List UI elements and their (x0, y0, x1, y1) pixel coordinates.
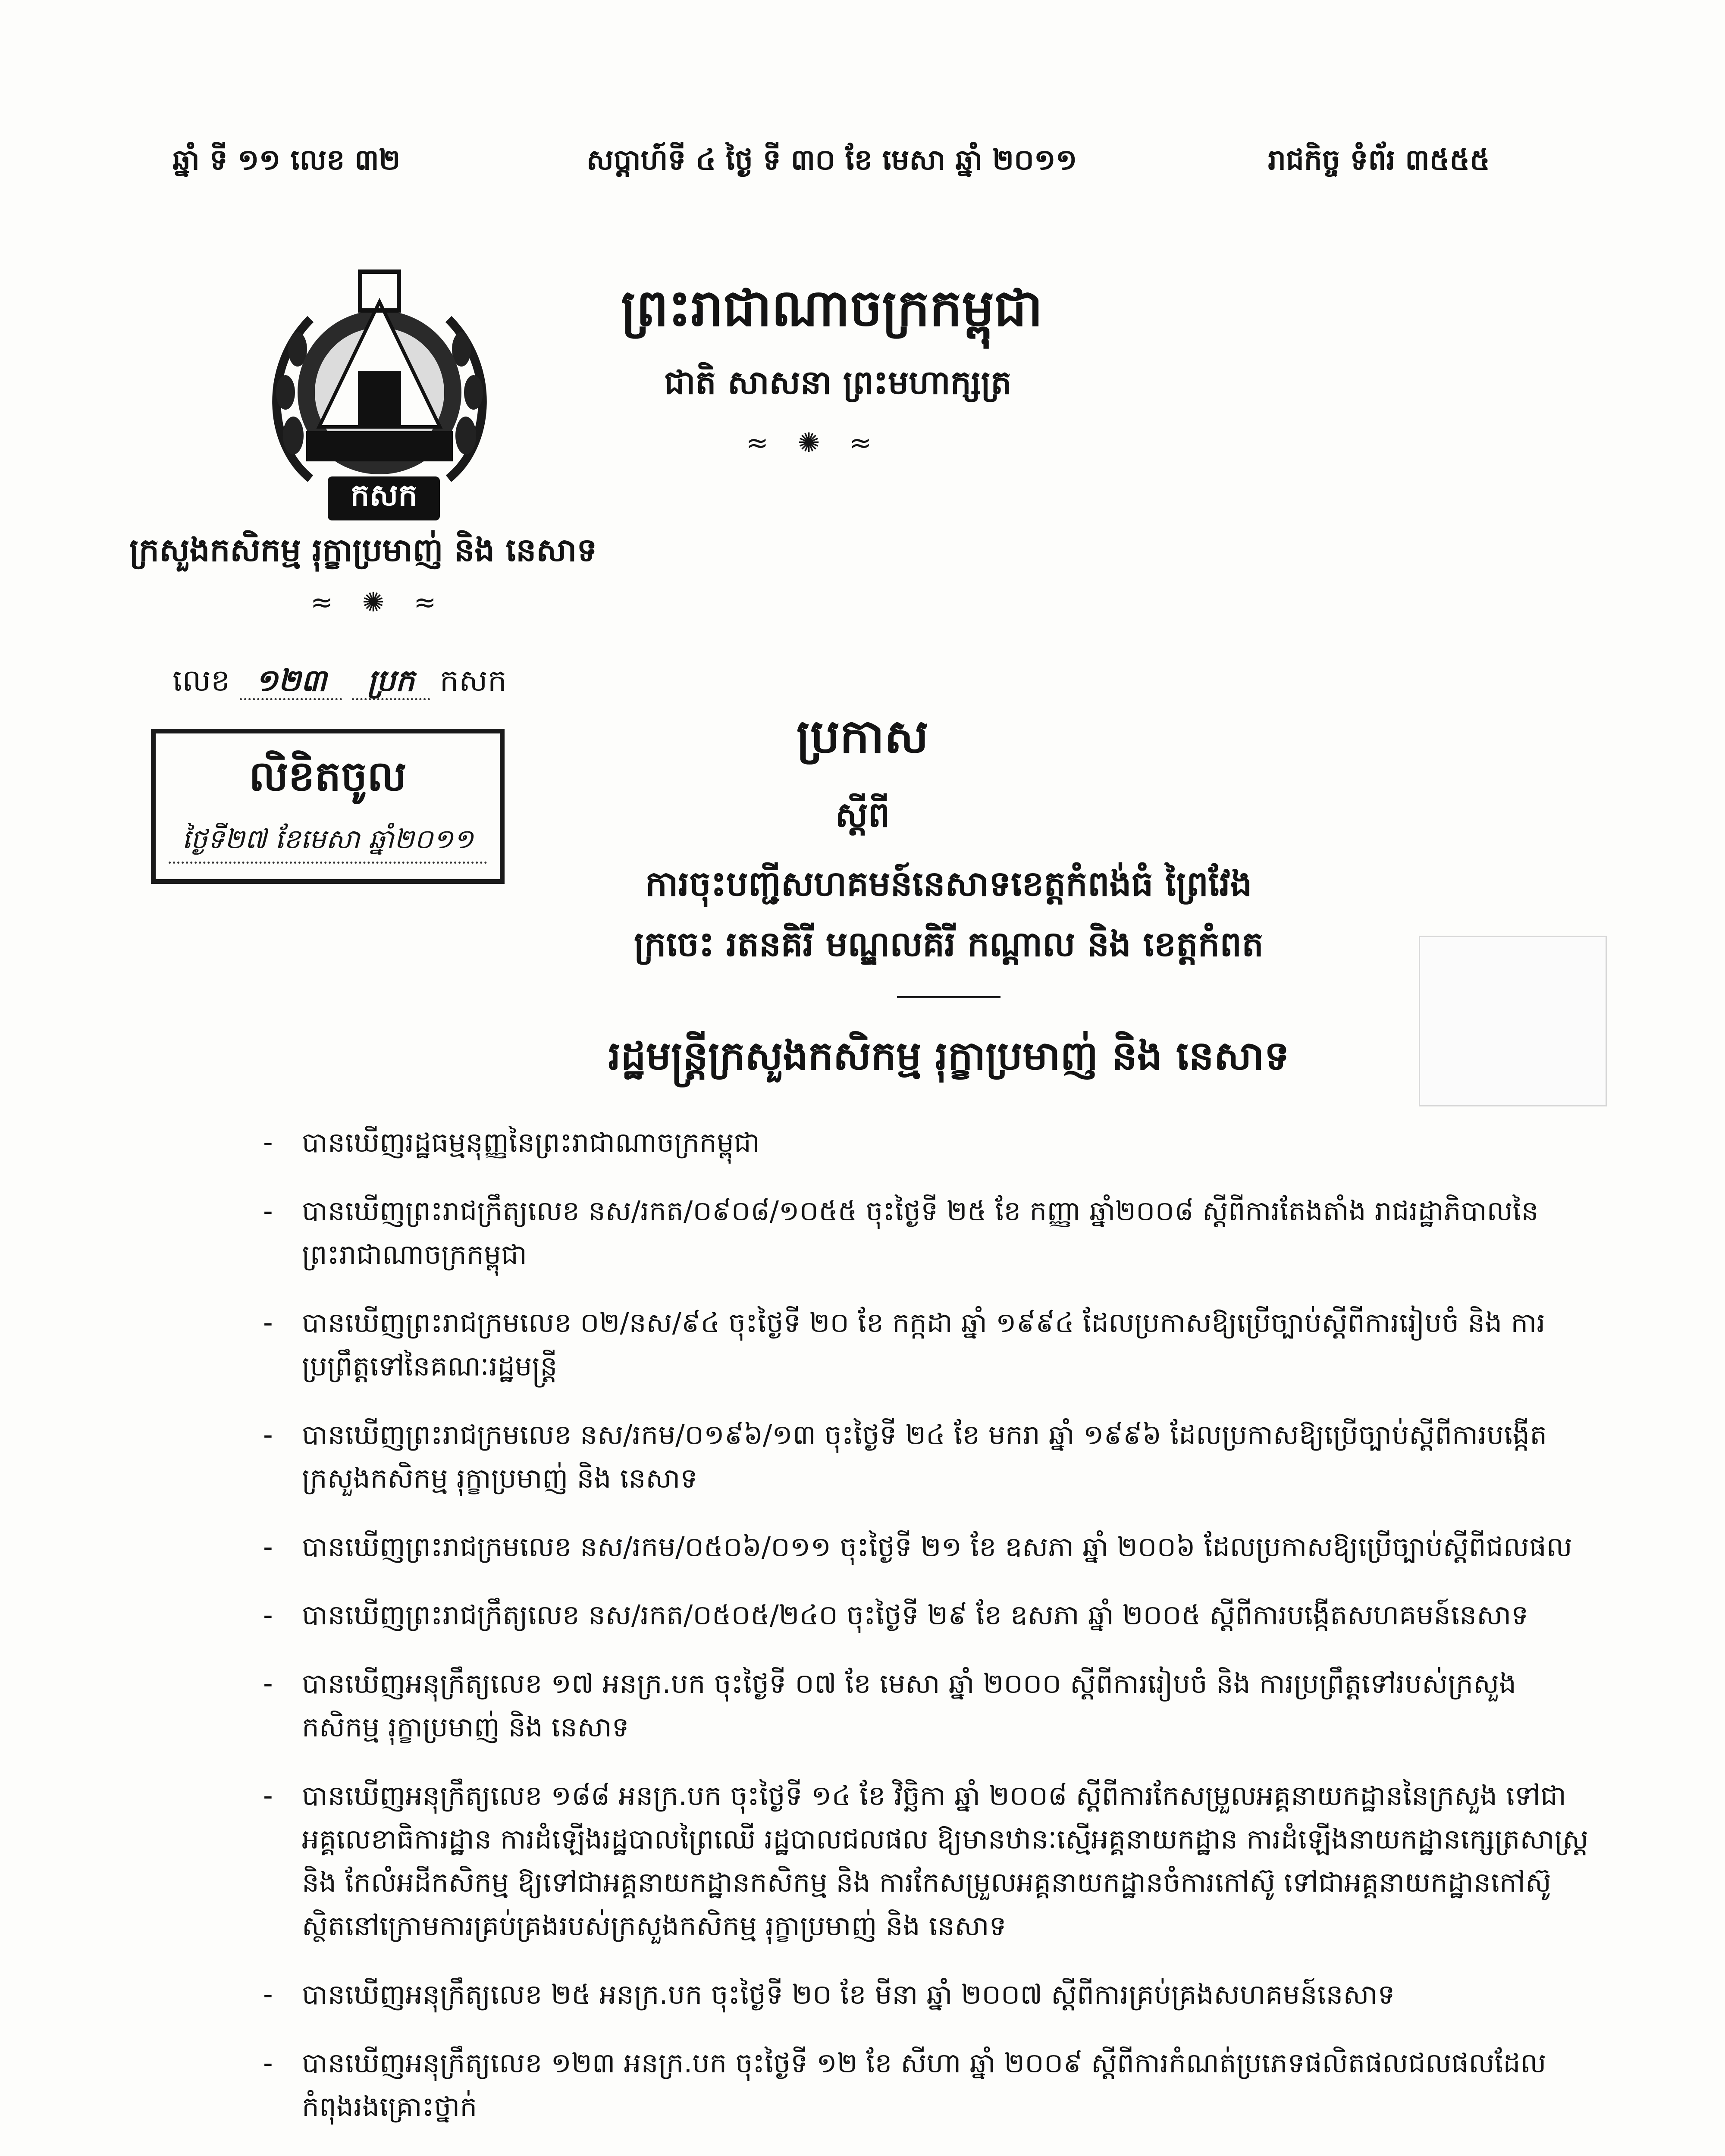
list-item: - បានឃើញអនុក្រឹត្យលេខ ១៨៨ អនក្រ.បក ចុះថ្ងៃទី ១៤ ខែ វិច្ឆិកា ឆ្នាំ ២០០៨ ស្តីពីការកែសម្រួលអគ្គនាយកដ្ឋាននៃក្រសួង ទៅជាអគ្គលេខាធិការដ្ឋាន ការដំឡើងរដ្ឋបាលព្រៃឈើ រដ្ឋបាលជលផល ឱ្យមានឋានៈស្មើអគ្គនាយកដ្ឋាន ការដំឡើងនាយកដ្ឋានក្សេត្រសាស្ត្រ និង កែលំអដីកសិកម្ម ឱ្យទៅជាអគ្គនាយកដ្ឋានកសិកម្ម និង ការកែសម្រួលអគ្គនាយកដ្ឋានចំការកៅស៊ូ ទៅជាអគ្គនាយកដ្ឋានកៅស៊ូ ស្ថិតនៅក្រោមការគ្រប់គ្រងរបស់ក្រសួងកសិកម្ម រុក្ខាប្រមាញ់ និង នេសាទ (263, 1780, 1589, 1942)
ornament-icon: ≈ ✺ ≈ (746, 427, 882, 458)
preamble-list (263, 1121, 1591, 2156)
gazette-date: សប្តាហ៍ទី ៤ ថ្ងៃ ទី ៣០ ខែ មេសា ឆ្នាំ ២០១១ (586, 143, 1077, 176)
gazette-page: រាជកិច្ច ទំព័រ ៣៥៥៥ (1268, 143, 1490, 176)
ornament-icon: ≈ ✺ ≈ (310, 586, 447, 618)
ministry-name: ក្រសួងកសិកម្ម រុក្ខាប្រមាញ់ និង នេសាទ (129, 532, 597, 569)
kingdom-motto: ជាតិ សាសនា ព្រះមហាក្សត្រ (664, 363, 1012, 401)
divider (897, 996, 1000, 998)
issuer: រដ្ឋមន្ត្រីក្រសួងកសិកម្ម រុក្ខាប្រមាញ់ និង នេសាទ (608, 1033, 1289, 1079)
list-item: - បានឃើញព្រះរាជក្រឹត្យលេខ នស/រកត/០៩០៨/១០៥៥ ចុះថ្ងៃទី ២៥ ខែ កញ្ញា ឆ្នាំ២០០៨ ស្តីពីការតែងតាំង រាជរដ្ឋាភិបាលនៃព្រះរាជាណាចក្រកម្ពុជា (263, 1195, 1539, 1270)
stamp-date: ថ្ងៃទី២៧ ខែមេសា ឆ្នាំ២០១១ (169, 822, 487, 864)
document-type: ប្រកាស (796, 710, 929, 764)
list-item: - បានឃើញរដ្ឋធម្មនុញ្ញនៃព្រះរាជាណាចក្រកម្ពុជា (263, 1127, 760, 1158)
reference-code: ប្រក (352, 663, 430, 700)
reference-number (172, 662, 507, 706)
emblem-label: កសក (328, 476, 440, 520)
document-about: ស្តីពី (835, 795, 890, 835)
kingdom-title: ព្រះរាជាណាចក្រកម្ពុជា (621, 278, 1043, 338)
list-item: - បានឃើញព្រះរាជក្រឹត្យលេខ នស/រកត/០៥០៥/២៤០ ចុះថ្ងៃទី ២៩ ខែ ឧសភា ឆ្នាំ ២០០៥ ស្តីពីការបង្កើតសហគមន៍នេសាទ (263, 1599, 1529, 1631)
list-item: - បានឃើញអនុក្រឹត្យលេខ ២៥ អនក្រ.បក ចុះថ្ងៃទី ២០ ខែ មីនា ឆ្នាំ ២០០៧ ស្តីពីការគ្រប់គ្រងសហគមន៍នេសាទ (263, 1978, 1395, 2010)
list-item: - បានឃើញព្រះរាជក្រមលេខ នស/រកម/០១៩៦/១៣ ចុះថ្ងៃទី ២៤ ខែ មករា ឆ្នាំ ១៩៩៦ ដែលប្រកាសឱ្យប្រើច្បាប់ស្តីពីការបង្កើតក្រសួងកសិកម្ម រុក្ខាប្រមាញ់ និង នេសាទ (263, 1419, 1547, 1494)
list-item (263, 2153, 1591, 2156)
list-item: - បានឃើញព្រះរាជក្រមលេខ ០២/នស/៩៤ ចុះថ្ងៃទី ២០ ខែ កក្កដា ឆ្នាំ ១៩៩៤ ដែលប្រកាសឱ្យប្រើច្បាប់ស្តីពីការរៀបចំ និង ការប្រព្រឹត្តទៅនៃគណៈរដ្ឋមន្ត្រី (263, 1307, 1546, 1382)
list-item: - បានឃើញអនុក្រឹត្យលេខ ១៧ អនក្រ.បក ចុះថ្ងៃទី ០៧ ខែ មេសា ឆ្នាំ ២០០០ ស្តីពីការរៀបចំ និង ការប្រព្រឹត្តទៅរបស់ក្រសួងកសិកម្ម រុក្ខាប្រមាញ់ និង នេសាទ (263, 1668, 1516, 1743)
list-item: - បានឃើញអនុក្រឹត្យលេខ ១២៣ អនក្រ.បក ចុះថ្ងៃទី ១២ ខែ សីហា ឆ្នាំ ២០០៩ ស្តីពីការកំណត់ប្រភេទផលិតផលជលផលដែលកំពុងរងគ្រោះថ្នាក់ (263, 2047, 1546, 2122)
reference-suffix: កសក (439, 663, 507, 698)
reference-prefix: លេខ (172, 663, 230, 698)
list-item: - បានឃើញព្រះរាជក្រមលេខ នស/រកម/០៥០៦/០១១ ចុះថ្ងៃទី ២១ ខែ ឧសភា ឆ្នាំ ២០០៦ ដែលប្រកាសឱ្យប្រើច្បាប់ស្តីពីជលផល (263, 1531, 1572, 1563)
blank-region (1419, 936, 1607, 1106)
reference-no: ១២៣ (240, 663, 342, 700)
document-subject-line1: ការចុះបញ្ជីសហគមន៍នេសាទខេត្តកំពង់ធំ ព្រៃវែង (645, 864, 1252, 904)
gazette-year-issue: ឆ្នាំ ទី ១១ លេខ ៣២ (172, 143, 401, 176)
stamp-title: លិខិតចូល (249, 752, 407, 800)
document-subject-line2: ក្រចេះ រតនគិរី មណ្ឌលគិរី កណ្តាល និង ខេត្តកំពត (634, 924, 1264, 964)
